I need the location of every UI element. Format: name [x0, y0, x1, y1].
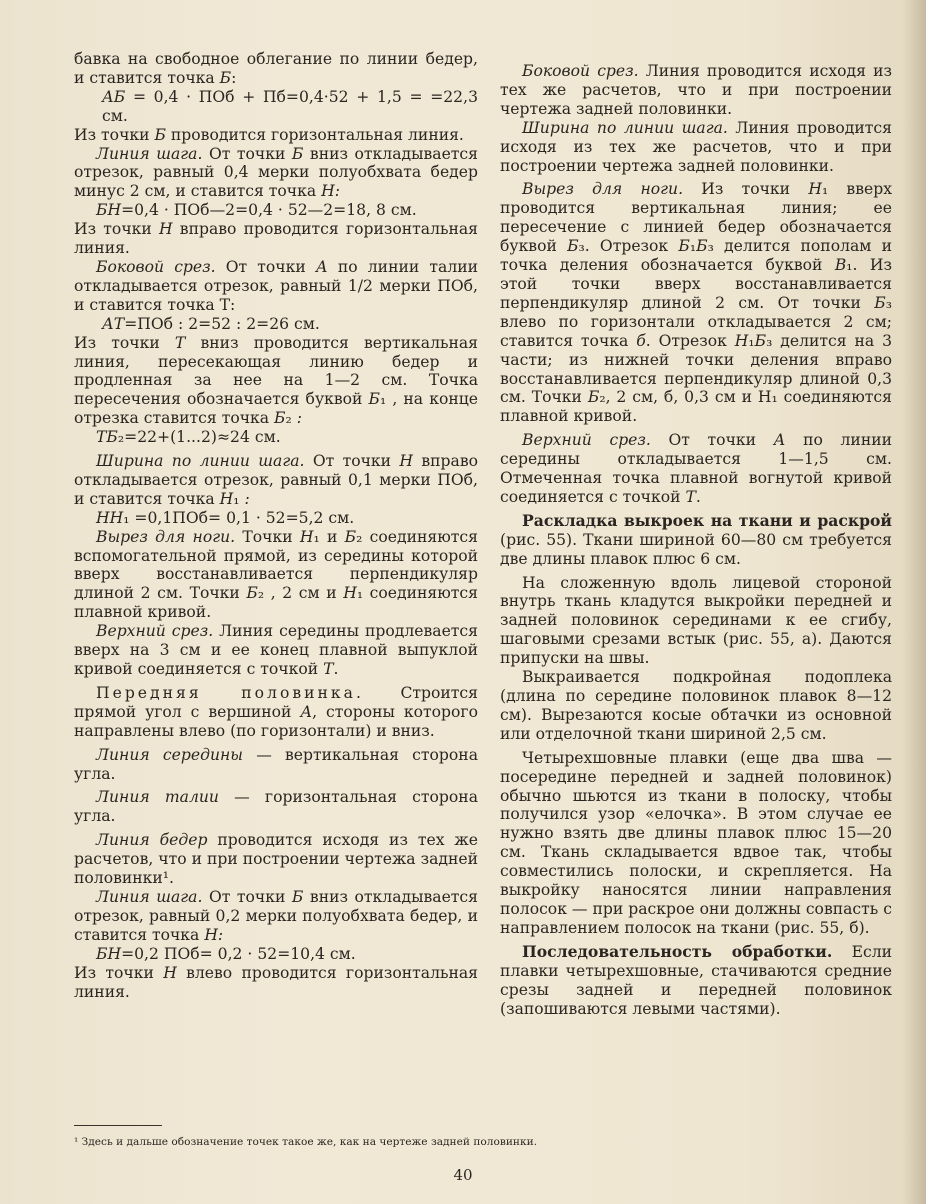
page-edge-shadow: [902, 0, 926, 1204]
paragraph: Вырез для ноги. Из точки Н₁ вверх проводится вертикальная линия; ее пересечение с линией бедер обозначается буквой Б₃. Отрезок Б₁Б₃ делится пополам и точка деления обозначается буквой В₁. Из этой точки вверх восстанавливается перпендикуляр длиной 2 см. От точки Б₃ влево по горизонтали откладывается 2 см; ставится точка б. Отрезок Н₁Б₃ делится на 3 части; из нижней точки деления вправо восстанавливается перпендикуляр длиной 0,3 см. Точки Б₂, 2 см, б, 0,3 см и Н₁ соединяются плавной кривой.: [500, 180, 893, 426]
paragraph: Линия талии — горизонтальная сторона угла.: [74, 788, 478, 826]
formula: АБ = 0,4 · ПОб + Пб=0,4·52 + 1,5 = =22,3 см.: [102, 87, 478, 125]
formula: ТБ₂=22+(1...2)≈24 см.: [96, 428, 281, 447]
paragraph: Линия шага. От точки Б вниз откладывается отрезок, равный 0,2 мерки полуобхвата бедер, и ставится точка Н:: [74, 887, 479, 944]
formula: БН=0,4 · ПОб—2=0,4 · 52—2=18, 8 см.: [96, 201, 417, 220]
paragraph: Ширина по линии шага. От точки Н вправо откладывается отрезок, равный 0,1 мерки ПОб, и ставится точка Н₁ :: [74, 452, 479, 508]
paragraph: Верхний срез. Линия середины продлевается вверх на 3 см и ее конец плавной выпуклой кривой соединяется с точкой Т.: [74, 622, 478, 678]
paragraph: бавка на свободное облегание по линии бедер, и ставится точка Б:: [74, 50, 478, 87]
formula: НН₁ =0,1ПОб= 0,1 · 52=5,2 см.: [96, 508, 355, 527]
footnote-divider: [74, 1125, 162, 1126]
paragraph: Линия бедер проводится исходя из тех же расчетов, что и при построении чертежа задней половинки¹.: [74, 831, 478, 888]
footnote: ¹ Здесь и дальше обозначение точек такое же, как на чертеже задней половинки.: [74, 1136, 538, 1148]
paragraph: Четырехшовные плавки (еще два шва — посередине передней и задней половинок) обычно шьются из ткани в полоску, чтобы получился узор «елочка». В этом случае ее нужно взять две длины плавок плюс 15—20 см. Ткань складывается вдвое так, чтобы совместились полоски, и скрепляется. На выкройку наносятся линии направления полосок — при раскрое они должны совпасть с направлением полосок на ткани (рис. 55, б).: [500, 748, 892, 937]
left-column: [74, 50, 478, 1001]
paragraph: Из точки Т вниз проводится вертикальная линия, пересекающая линию бедер и продленная за нее на 1—2 см. Точка пересечения обозначается буквой Б₁ , на конце отрезка ставится точка Б₂ :: [74, 333, 479, 428]
paragraph: Вырез для ноги. Точки Н₁ и Б₂ соединяются вспомогательной прямой, из середины которой вверх восстанавливается перпендикуляр длиной 2 см. Точки Б₂ , 2 см и Н₁ соединяются плавной кривой.: [74, 527, 479, 622]
paragraph: Раскладка выкроек на ткани и раскрой (рис. 55). Ткани шириной 60—80 см требуется две длины плавок плюс 6 см.: [500, 510, 892, 568]
formula: АТ=ПОб : 2=52 : 2=26 см.: [102, 314, 320, 333]
paragraph: Из точки Н влево проводится горизонтальная линия.: [74, 963, 478, 1001]
paragraph: На сложенную вдоль лицевой стороной внутрь ткань кладутся выкройки передней и задней половинок серединами к ее сгибу, шаговыми срезами встык (рис. 55, а). Даются припуски на швы.: [500, 573, 892, 668]
paragraph: Линия шага. От точки Б вниз откладывается отрезок, равный 0,4 мерки полуобхвата бедер минус 2 см, и ставится точка Н:: [74, 144, 479, 201]
paragraph: Линия середины — вертикальная сторона угла.: [74, 745, 478, 783]
paragraph: Боковой срез. Линия проводится исходя из тех же расчетов, что и при построении чертежа задней половинки.: [500, 62, 892, 118]
formula: БН=0,2 ПОб= 0,2 · 52=10,4 см.: [96, 944, 356, 963]
paragraph: Из точки Н вправо проводится горизонтальная линия.: [74, 220, 479, 258]
paragraph: Боковой срез. От точки А по линии талии откладывается отрезок, равный 1/2 мерки ПОб, и ставится точка Т:: [74, 257, 479, 314]
paragraph: Передняя половинка. Строится прямой угол с вершиной А, стороны которого направлены влево (по горизонтали) и вниз.: [74, 683, 478, 740]
right-column: [500, 62, 892, 1018]
page-number: 40: [453, 1166, 473, 1184]
paragraph: Из точки Б проводится горизонтальная линия.: [74, 125, 464, 144]
paragraph: Ширина по линии шага. Линия проводится исходя из тех же расчетов, что и при построении чертежа задней половинки.: [500, 118, 892, 175]
paragraph: Выкраивается подкройная подоплека (длина по середине половинок плавок 8—12 см). Вырезаются косые обтачки из основной или отделочной ткани шириной 2,5 см.: [500, 668, 892, 743]
paragraph: Последовательность обработки. Если плавки четырехшовные, стачиваются средние срезы задней и передней половинок (запошиваются левыми частями).: [500, 941, 893, 1018]
paragraph: Верхний срез. От точки А по линии середины откладывается 1—1,5 см. Отмеченная точка плавной вогнутой кривой соединяется с точкой Т.: [500, 431, 892, 506]
